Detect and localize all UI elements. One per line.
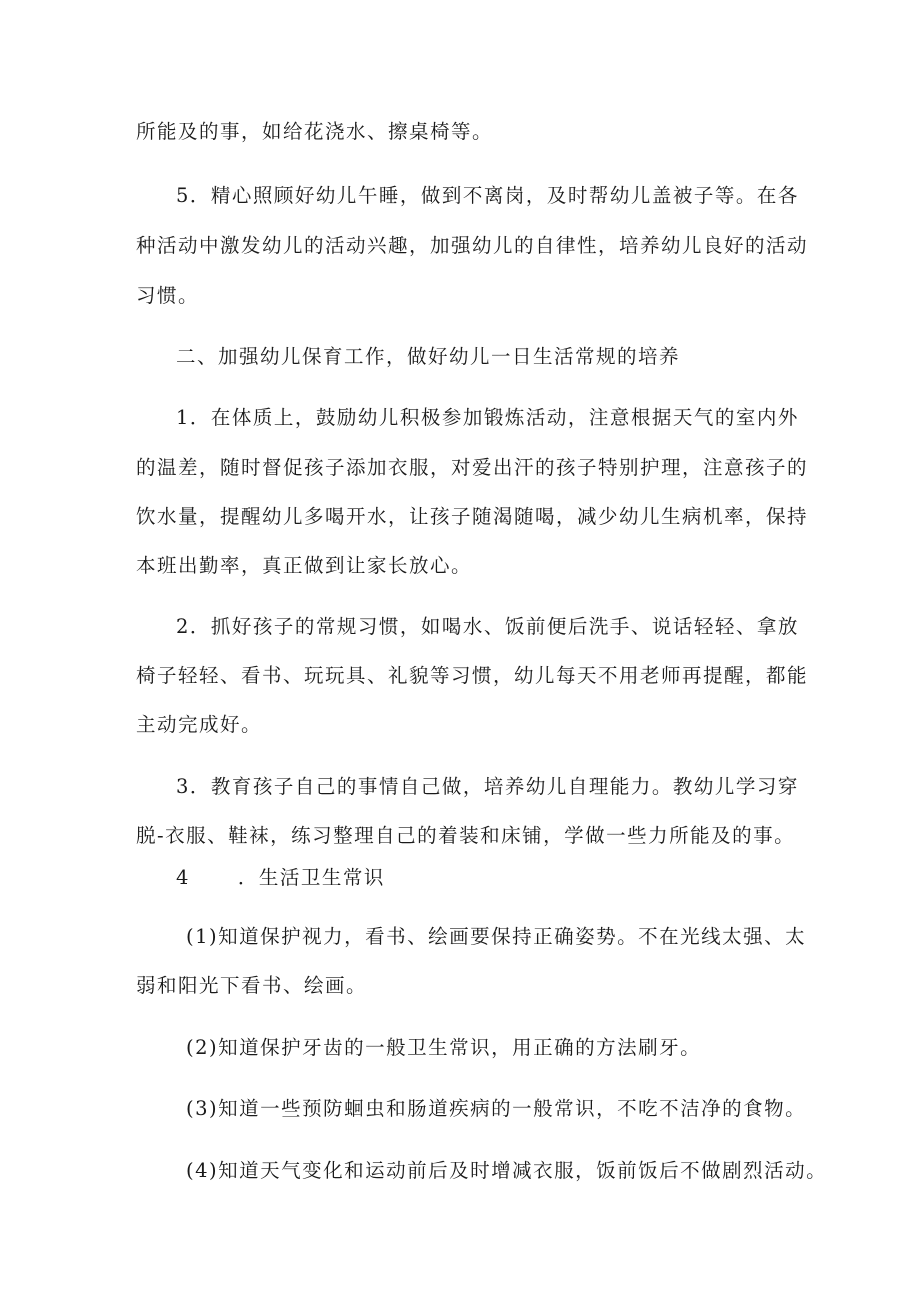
list-item-line: (3)知道一些预防蛔虫和肠道疾病的一般常识，不吃不洁净的食物。 [186, 1097, 807, 1120]
section-heading: 二、加强幼儿保育工作，做好幼儿一日生活常规的培养 [176, 345, 681, 368]
sub-heading [176, 866, 385, 890]
list-item-line: (1)知道保护视力，看书、绘画要保持正确姿势。不在光线太强、太 [186, 925, 807, 948]
paragraph-line: 1．在体质上，鼓励幼儿积极参加锻炼活动，注意根据天气的室内外 [176, 406, 799, 429]
paragraph-line: 的温差，随时督促孩子添加衣服，对爱出汗的孩子特别护理，注意孩子的 [136, 456, 809, 479]
paragraph-line: 椅子轻轻、看书、玩玩具、礼貌等习惯，幼儿每天不用老师再提醒，都能 [136, 664, 809, 687]
paragraph-line: 脱-衣服、鞋袜，练习整理自己的着装和床铺，学做一些力所能及的事。 [136, 824, 796, 847]
item-title: ．生活卫生常识 [237, 866, 385, 889]
paragraph-line: 习惯。 [136, 284, 200, 307]
paragraph-line: 本班出勤率，真正做到让家长放心。 [136, 554, 473, 577]
item-number: 4 [176, 866, 190, 889]
paragraph-line: 所能及的事，如给花浇水、擦桌椅等。 [136, 120, 494, 143]
list-item-line: (2)知道保护牙齿的一般卫生常识，用正确的方法刷牙。 [186, 1036, 702, 1059]
paragraph-line: 种活动中激发幼儿的活动兴趣，加强幼儿的自律性，培养幼儿良好的活动 [136, 234, 809, 257]
list-item-line: (4)知道天气变化和运动前后及时增减衣服，饭前饭后不做剧烈活动。 [186, 1159, 828, 1182]
paragraph-line: 3．教育孩子自己的事情自己做，培养幼儿自理能力。教幼儿学习穿 [176, 775, 799, 798]
paragraph-line: 2．抓好孩子的常规习惯，如喝水、饭前便后洗手、说话轻轻、拿放 [176, 615, 799, 638]
paragraph-line: 饮水量，提醒幼儿多喝开水，让孩子随渴随喝，减少幼儿生病机率，保持 [136, 505, 809, 528]
paragraph-line: 5．精心照顾好幼儿午睡，做到不离岗，及时帮幼儿盖被子等。在各 [176, 184, 799, 207]
list-item-line: 弱和阳光下看书、绘画。 [136, 974, 368, 997]
paragraph-line: 主动完成好。 [136, 713, 263, 736]
